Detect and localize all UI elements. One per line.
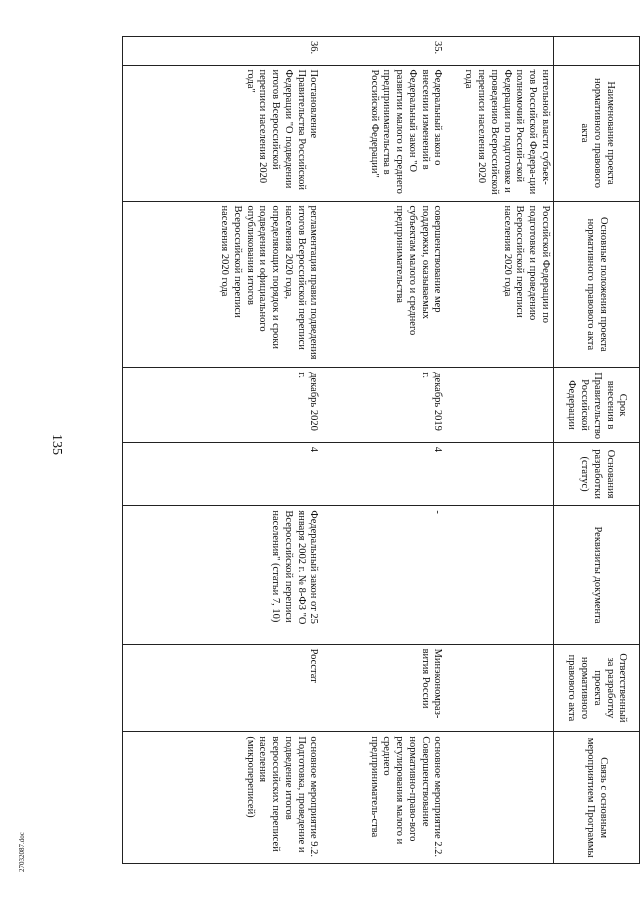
row-provisions: регламентация правил подведения итогов Всероссийской переписи населения 2020 года, определяющих порядок и сроки подведения и официального опубликования итогов Всероссийской переписи населения 2020 года: [123, 201, 322, 368]
row-basis: 4: [123, 442, 322, 506]
row-deadline: [446, 368, 554, 443]
table-row: [322, 37, 446, 864]
row-responsible: Росстат: [123, 644, 322, 732]
table-row: [446, 37, 554, 864]
row-responsible: [446, 644, 554, 732]
row-program-link: основное мероприятие 2.2. Совершенствование нормативно-право-вого регулирования малого и среднего предприниматель-ства: [322, 732, 446, 864]
header-act-name: Наименование проекта нормативного правового акта: [554, 65, 640, 201]
row-program-link: [446, 732, 554, 864]
row-provisions: совершенствование мер поддержки, оказываемых субъектам малого и среднего предпринимательства: [322, 201, 446, 368]
header-deadline: Срок внесения в Правительство Российской Федерации: [554, 368, 640, 443]
row-details: [446, 506, 554, 644]
row-basis: [446, 442, 554, 506]
row-provisions: Российской Федерации по подготовке и проведению Всероссийской переписи населения 2020 года: [446, 201, 554, 368]
page-number: 135: [49, 434, 64, 455]
header-program-link: Связь с основным мероприятием Программы: [554, 732, 640, 864]
file-name-footer: 27032087.doc: [18, 832, 26, 872]
row-details: Федеральный закон от 25 января 2002 г. № 8-ФЗ "О Всероссийской переписи населения" (статьи 7, 10): [123, 506, 322, 644]
row-program-link: основное мероприятие 9.2. Подготовка, проведение и подведение итогов всероссийских переписей населения (микропереписей): [123, 732, 322, 864]
program-table: [122, 36, 640, 864]
row-number: [446, 37, 554, 66]
header-responsible: Ответственный за разработку проекта нормативного правового акта: [554, 644, 640, 732]
row-responsible: Минэкономраз-вития России: [322, 644, 446, 732]
header-basis: Основания разработки (статус): [554, 442, 640, 506]
row-act-name: Постановление Правительства Российской Федерации "О подведении итогов Всероссийской переписи населения 2020 года": [123, 65, 322, 201]
row-number: 35.: [322, 37, 446, 66]
table-header-row: [554, 37, 640, 864]
row-details: -: [322, 506, 446, 644]
row-act-name: нительной власти субъек-тов Российской Федера-ции полномочий Россий-ской Федерации по подготовке и проведению Всероссийской переписи населения 2020 года: [446, 65, 554, 201]
row-number: 36.: [123, 37, 322, 66]
row-basis: 4: [322, 442, 446, 506]
row-deadline: декабрь 2020 г.: [123, 368, 322, 443]
header-number: [554, 37, 640, 66]
header-details: Реквизиты документа: [554, 506, 640, 644]
row-deadline: декабрь 2019 г.: [322, 368, 446, 443]
header-provisions: Основные положения проекта нормативного правового акта: [554, 201, 640, 368]
table-row: [123, 37, 322, 864]
row-act-name: Федеральный закон о внесении изменений в Федеральный закон "О развитии малого и среднего предпринимательства в Российской Федерации": [322, 65, 446, 201]
